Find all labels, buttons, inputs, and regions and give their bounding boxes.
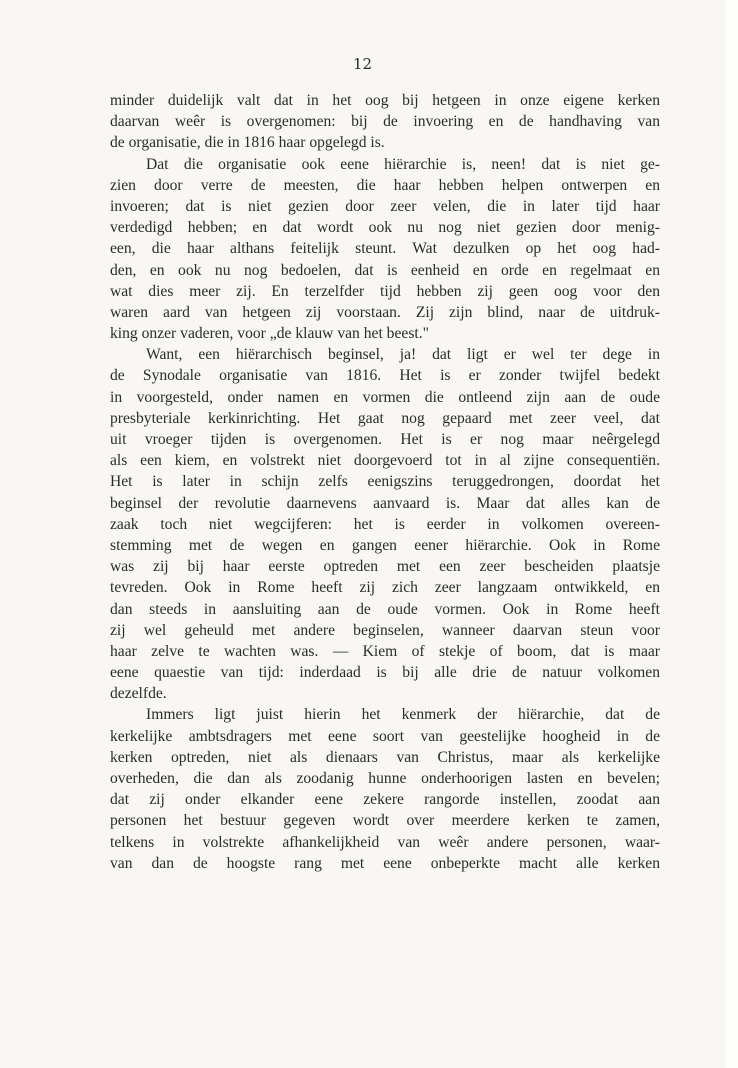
text-line: de organisatie, die in 1816 haar opgelegd is. (110, 134, 385, 152)
text-line: de Synodale organisatie van 1816. Het is er zonder twijfel bedekt (110, 367, 660, 385)
text-line: dat zij onder elkander eene zekere rangorde instellen, zoodat aan (110, 791, 660, 809)
text-line: Het is later in schijn zelfs eenigszins teruggedrongen, doordat het (110, 473, 660, 491)
text-line: kerkelijke ambtsdragers met eene soort van geestelijke hoogheid in de (110, 727, 660, 745)
body-text (110, 90, 660, 874)
text-line: haar zelve te wachten was. — Kiem of stekje of boom, dat is maar (110, 642, 660, 660)
text-line: Immers ligt juist hierin het kenmerk der hiërarchie, dat de (146, 706, 660, 724)
text-line: waren aard van hetgeen zij voorstaan. Zij zijn blind, naar de uitdruk- (110, 303, 660, 321)
text-line: was zij bij haar eerste optreden met een zeer bescheiden plaatsje (110, 558, 660, 576)
text-line: tevreden. Ook in Rome heeft zij zich zeer langzaam ontwikkeld, en (110, 579, 660, 597)
text-line: dan steeds in aansluiting aan de oude vormen. Ook in Rome heeft (110, 600, 660, 618)
text-line: wat dies meer zij. En terzelfder tijd hebben zij geen oog voor den (110, 282, 660, 300)
text-line: van dan de hoogste rang met eene onbeperkte macht alle kerken (110, 854, 660, 872)
text-line: personen het bestuur gegeven wordt over meerdere kerken te zamen, (110, 812, 660, 830)
text-line: verdedigd hebben; en dat wordt ook nu nog niet gezien door menig- (110, 219, 660, 237)
text-line: invoeren; dat is niet gezien door zeer velen, die in later tijd haar (110, 197, 660, 215)
text-line: presbyteriale kerkinrichting. Het gaat nog gepaard met zeer veel, dat (110, 409, 660, 427)
text-line: zij wel geheuld met andere beginselen, wanneer daarvan steun voor (110, 621, 660, 639)
text-line: zien door verre de meesten, die haar hebben helpen ontwerpen en (110, 176, 660, 194)
text-line: overheden, die dan als zoodanig hunne onderhoorigen lasten en bevelen; (110, 770, 660, 787)
text-line: eene quaestie van tijd: inderdaad is bij alle drie de natuur volkomen (110, 664, 660, 682)
text-line: een, die haar althans feitelijk steunt. Wat dezulken op het oog had- (110, 240, 660, 258)
text-line: kerken optreden, niet als dienaars van Christus, maar als kerkelijke (110, 748, 660, 766)
page-number: 12 (352, 55, 373, 73)
text-line: stemming met de wegen en gangen eener hiërarchie. Ook in Rome (110, 536, 660, 554)
text-line: minder duidelijk valt dat in het oog bij hetgeen in onze eigene kerken (110, 92, 660, 109)
text-line: telkens in volstrekte afhankelijkheid van weêr andere personen, waar- (110, 833, 660, 851)
text-line: Want, een hiërarchisch beginsel, ja! dat ligt er wel ter dege in (146, 346, 660, 364)
text-line: Dat die organisatie ook eene hiërarchie is, neen! dat is niet ge- (146, 155, 660, 173)
text-line: zaak toch niet wegcijferen: het is eerder in volkomen overeen- (110, 515, 660, 533)
text-line: den, en ook nu nog bedoelen, dat is eenheid en orde en regelmaat en (110, 261, 660, 279)
text-line: in voorgesteld, onder namen en vormen die ontleend zijn aan de oude (110, 388, 660, 406)
text-line: beginsel der revolutie daarnevens aanvaard is. Maar dat alles kan de (110, 494, 660, 512)
page-edge (725, 0, 738, 1068)
text-line: uit vroeger tijden is overgenomen. Het is er nog maar neêrgelegd (110, 431, 660, 448)
text-line: daarvan weêr is overgenomen: bij de invoering en de handhaving van (110, 113, 660, 131)
text-line: als een kiem, en volstrekt niet doorgevoerd tot in al zijne consequentiën. (110, 452, 660, 470)
text-line: king onzer vaderen, voor „de klauw van het beest." (110, 325, 429, 343)
text-line: dezelfde. (110, 685, 167, 703)
